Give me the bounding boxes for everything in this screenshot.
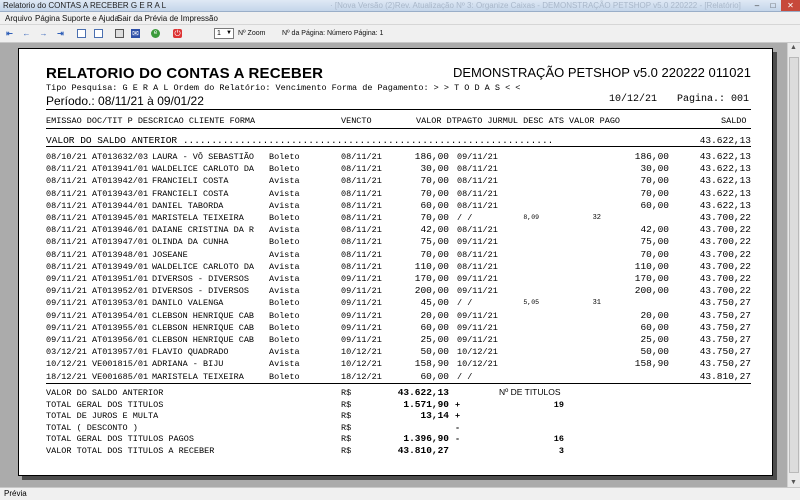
emission-date: 09/11/21: [46, 298, 87, 309]
page-number-label: Nº da Página: Número Página: 1: [282, 30, 384, 37]
payment-date: 08/11/21: [457, 176, 498, 187]
total-label: TOTAL ( DESCONTO ): [46, 422, 138, 433]
amount-paid: 200,00: [634, 285, 669, 297]
amount-paid: 70,00: [640, 187, 669, 199]
payment-method: Avista: [269, 347, 300, 358]
emission-date: 08/11/21: [46, 249, 87, 260]
amount: 200,00: [414, 285, 449, 297]
client-name: FRANCIELI COSTA: [152, 176, 229, 187]
document-number: AT013948/01: [92, 249, 149, 260]
due-date: 08/11/21: [341, 188, 382, 199]
due-date: 09/11/21: [341, 274, 382, 284]
emission-date: 09/11/21: [46, 310, 87, 321]
amount-paid: 75,00: [640, 236, 669, 248]
email-icon[interactable]: ✉: [132, 29, 139, 38]
divider: [46, 146, 751, 147]
exit-icon[interactable]: ⏻: [174, 29, 181, 38]
total-value: 43.810,27: [397, 445, 449, 456]
payment-date: / /: [457, 371, 473, 382]
payment-method: Avista: [269, 200, 300, 211]
payment-date: 08/11/21: [457, 249, 498, 260]
due-date: 18/12/21: [341, 371, 382, 382]
interest-fine: 5,05: [523, 299, 539, 307]
due-date: 09/11/21: [341, 286, 382, 297]
emission-date: 18/12/21: [46, 371, 87, 382]
payment-method: Avista: [269, 359, 300, 370]
scroll-thumb[interactable]: [789, 57, 799, 473]
due-date: 08/11/21: [341, 225, 382, 236]
minimize-button[interactable]: –: [754, 1, 760, 10]
due-date: 08/11/21: [341, 164, 382, 175]
column-headers: EMISSAO DOC/TIT P DESCRICAO CLIENTE FORMA: [46, 116, 256, 126]
document-number: AT013954/01: [92, 310, 149, 321]
report-page-number: Pagina.: 001: [677, 94, 750, 105]
total-label: TOTAL GERAL DOS TITULOS PAGOS: [46, 434, 194, 445]
total-value: 1.396,90: [403, 433, 449, 445]
balance: 43.750,27: [699, 334, 751, 345]
amount-paid: 30,00: [640, 163, 669, 175]
payment-date: 09/11/21: [457, 335, 498, 345]
amount: 60,00: [420, 370, 449, 382]
payment-method: Boleto: [269, 298, 300, 309]
scroll-down-icon[interactable]: ▼: [790, 479, 797, 486]
amount: 45,00: [420, 297, 449, 309]
previous-page-icon[interactable]: ←: [22, 29, 31, 38]
divider: [46, 109, 751, 110]
payment-date: 09/11/21: [457, 237, 498, 248]
client-name: DIVERSOS - DIVERSOS: [152, 286, 249, 297]
total-label: VALOR DO SALDO ANTERIOR: [46, 388, 164, 398]
table-row: [19, 371, 773, 383]
payment-date: 10/12/21: [457, 347, 498, 358]
total-label: VALOR TOTAL DOS TITULOS A RECEBER: [46, 446, 215, 456]
amount: 70,00: [420, 187, 449, 199]
menu-arquivo[interactable]: Arquivo: [5, 14, 33, 23]
single-page-icon[interactable]: [77, 29, 86, 38]
balance: 43.700,22: [699, 212, 751, 223]
balance: 43.750,27: [699, 358, 751, 370]
client-name: CLEBSON HENRIQUE CAB: [152, 335, 255, 345]
amount-paid: 42,00: [640, 224, 669, 236]
amount-paid: 110,00: [634, 260, 669, 272]
balance: 43.622,13: [699, 187, 751, 199]
emission-date: 08/11/21: [46, 225, 87, 236]
web-icon[interactable]: e: [151, 29, 160, 38]
amount-paid: 60,00: [640, 199, 669, 211]
client-name: ADRIANA - BIJU: [152, 359, 224, 370]
client-name: MARISTELA TEIXEIRA: [152, 213, 244, 223]
amount-paid: 70,00: [640, 175, 669, 187]
due-date: 08/11/21: [341, 213, 382, 223]
client-name: DIVERSOS - DIVERSOS: [152, 274, 249, 284]
table-row: [19, 224, 773, 236]
payment-date: 09/11/21: [457, 322, 498, 333]
menu-bar: [0, 12, 800, 25]
amount: 25,00: [420, 334, 449, 345]
amount-paid: 25,00: [640, 334, 669, 345]
payment-method: Avista: [269, 274, 300, 284]
client-name: MARISTELA TEIXEIRA: [152, 371, 244, 382]
emission-date: 09/11/21: [46, 286, 87, 297]
balance: 43.622,13: [699, 199, 751, 211]
amount: 20,00: [420, 309, 449, 321]
document-number: AT013951/01: [92, 274, 149, 284]
amount: 30,00: [420, 163, 449, 175]
menu-sair-previa[interactable]: Sair da Prévia de Impressão: [117, 14, 218, 23]
document-number: AT013945/01: [92, 213, 149, 223]
currency-symbol: R$: [341, 388, 352, 398]
report-title: RELATORIO DO CONTAS A RECEBER: [46, 65, 324, 82]
currency-symbol: R$: [341, 422, 352, 433]
table-row: [19, 297, 773, 309]
client-name: FRANCIELI COSTA: [152, 188, 229, 199]
document-number: AT013949/01: [92, 261, 149, 272]
two-pages-icon[interactable]: [94, 29, 103, 38]
client-name: JOSEANE: [152, 249, 188, 260]
balance: 43.622,13: [699, 175, 751, 187]
column-header-vencto: VENCTO: [341, 116, 372, 126]
emission-date: 03/12/21: [46, 347, 87, 358]
emission-date: 08/11/21: [46, 237, 87, 248]
emission-date: 10/12/21: [46, 359, 87, 370]
table-row: [19, 358, 773, 370]
last-page-icon[interactable]: ⇥: [57, 29, 64, 38]
client-name: LAURA - VÔ SEBASTIÃO: [152, 152, 255, 162]
document-number: AT013957/01: [92, 347, 149, 358]
payment-method: Boleto: [269, 152, 300, 162]
table-row: [19, 175, 773, 187]
amount: 70,00: [420, 212, 449, 223]
scroll-up-icon[interactable]: ▲: [790, 44, 797, 51]
emission-date: 08/11/21: [46, 213, 87, 223]
due-date: 09/11/21: [341, 298, 382, 309]
document-number: AT013943/01: [92, 188, 149, 199]
client-name: WALDELICE CARLOTO DA: [152, 261, 255, 272]
due-date: 08/11/21: [341, 261, 382, 272]
emission-date: 08/11/21: [46, 188, 87, 199]
due-date: 08/11/21: [341, 176, 382, 187]
document-number: VE001815/01: [92, 359, 149, 370]
currency-symbol: R$: [341, 434, 352, 445]
currency-symbol: R$: [341, 446, 352, 456]
client-name: DANILO VALENGA: [152, 298, 224, 309]
titles-count: 16: [553, 434, 564, 445]
amount-paid: 50,00: [640, 346, 669, 358]
payment-method: Boleto: [269, 322, 300, 333]
due-date: 10/12/21: [341, 359, 382, 370]
table-row: [19, 212, 773, 224]
payment-method: Avista: [269, 286, 300, 297]
client-name: CLEBSON HENRIQUE CAB: [152, 310, 255, 321]
currency-symbol: R$: [341, 399, 352, 410]
totals-row: [19, 410, 773, 422]
amount: 50,00: [420, 346, 449, 358]
amount: 186,00: [414, 151, 449, 162]
menu-suporte-ajuda[interactable]: Suporte e Ajuda: [62, 14, 119, 23]
column-headers-values: VALOR DTPAGTO JURMUL DESC ATS VALOR PAGO: [416, 116, 621, 126]
table-row: [19, 151, 773, 163]
payment-method: Boleto: [269, 164, 300, 175]
opening-balance-label: VALOR DO SALDO ANTERIOR .................................................................: [46, 135, 554, 146]
balance: 43.810,27: [699, 370, 751, 382]
emission-date: 08/10/21: [46, 152, 87, 162]
status-text: Prévia: [4, 489, 27, 498]
payment-date: 09/11/21: [457, 286, 498, 297]
payment-date: 09/11/21: [457, 152, 498, 162]
menu-pagina[interactable]: Página: [35, 14, 60, 23]
divider: [46, 128, 751, 129]
zoom-select[interactable]: [214, 28, 234, 39]
payment-date: 08/11/21: [457, 200, 498, 211]
report-period: Período.: 08/11/21 à 09/01/22: [46, 94, 204, 108]
payment-method: Avista: [269, 249, 300, 260]
total-value: 13,14: [420, 410, 449, 422]
currency-symbol: R$: [341, 411, 352, 422]
client-name: OLINDA DA CUNHA: [152, 237, 229, 248]
emission-date: 08/11/21: [46, 261, 87, 272]
totals-row: [19, 399, 773, 411]
payment-date: 08/11/21: [457, 188, 498, 199]
zoom-value: 1: [217, 30, 221, 37]
table-row: [19, 188, 773, 200]
status-bar: [0, 487, 800, 500]
balance: 43.622,13: [699, 163, 751, 175]
due-date: 08/11/21: [341, 200, 382, 211]
amount: 42,00: [420, 224, 449, 236]
window-title: Relatorio do CONTAS A RECEBER G E R A L: [3, 1, 167, 10]
amount: 60,00: [420, 321, 449, 333]
balance: 43.700,22: [699, 248, 751, 260]
payment-date: / /: [457, 298, 473, 309]
totals-row: [19, 387, 773, 399]
payment-method: Avista: [269, 176, 300, 187]
emission-date: 08/11/21: [46, 176, 87, 187]
document-number: AT013632/03: [92, 152, 149, 162]
document-number: AT013944/01: [92, 200, 149, 211]
payment-date: 10/12/21: [457, 359, 498, 370]
total-sign: +: [455, 411, 461, 422]
total-sign: -: [455, 422, 461, 433]
emission-date: 09/11/21: [46, 322, 87, 333]
amount-paid: 70,00: [640, 248, 669, 260]
title-bar: [0, 0, 800, 12]
due-date: 08/11/21: [341, 237, 382, 248]
report-page: [18, 48, 773, 476]
totals-row: [19, 433, 773, 445]
emission-date: 09/11/21: [46, 274, 87, 284]
opening-balance-value: 43.622,13: [699, 135, 751, 146]
emission-date: 09/11/21: [46, 335, 87, 345]
total-sign: -: [455, 434, 461, 445]
amount-paid: 20,00: [640, 309, 669, 321]
document-number: AT013952/01: [92, 286, 149, 297]
payment-method: Avista: [269, 225, 300, 236]
client-name: WALDELICE CARLOTO DA: [152, 164, 255, 175]
amount-paid: 158,90: [634, 358, 669, 370]
table-row: [19, 273, 773, 285]
zoom-label: Nº Zoom: [238, 30, 266, 37]
document-number: AT013942/01: [92, 176, 149, 187]
due-date: 09/11/21: [341, 335, 382, 345]
total-label: TOTAL DE JUROS E MULTA: [46, 411, 159, 422]
total-value: 43.622,13: [397, 387, 449, 398]
amount-paid: 60,00: [640, 321, 669, 333]
table-row: [19, 322, 773, 334]
payment-date: 08/11/21: [457, 225, 498, 236]
vertical-scrollbar[interactable]: [787, 43, 800, 487]
document-number: AT013947/01: [92, 237, 149, 248]
balance: 43.700,22: [699, 273, 751, 284]
document-number: AT013953/01: [92, 298, 149, 309]
due-date: 09/11/21: [341, 310, 382, 321]
emission-date: 08/11/21: [46, 164, 87, 175]
print-icon[interactable]: [115, 29, 124, 38]
totals-row: [19, 422, 773, 434]
divider: [46, 383, 751, 384]
document-number: AT013941/01: [92, 164, 149, 175]
titles-count: 19: [553, 399, 564, 410]
table-row: [19, 163, 773, 175]
payment-date: 08/11/21: [457, 261, 498, 272]
window-title-secondary: · [Nova Versão (2)Rev. Atualização Nº 3: Organize Caixas - DEMONSTRAÇÃO PETSHOP v5.0 220222 - [Relatório]: [330, 1, 741, 10]
interest-fine: 8,09: [523, 214, 539, 221]
amount: 70,00: [420, 175, 449, 187]
table-row: [19, 285, 773, 297]
payment-date: 09/11/21: [457, 274, 498, 284]
due-date: 09/11/21: [341, 322, 382, 333]
amount: 70,00: [420, 248, 449, 260]
table-row: [19, 334, 773, 346]
total-label: TOTAL GERAL DOS TITULOS: [46, 399, 164, 410]
column-header-saldo: SALDO: [721, 116, 747, 126]
amount-paid: 170,00: [634, 273, 669, 284]
table-row: [19, 346, 773, 358]
document-number: VE001685/01: [92, 371, 149, 382]
table-row: [19, 261, 773, 273]
total-sign: +: [455, 399, 461, 410]
payment-method: Boleto: [269, 310, 300, 321]
amount: 158,90: [414, 358, 449, 370]
amount: 75,00: [420, 236, 449, 248]
days-late: 32: [592, 214, 601, 222]
chevron-down-icon: ▼: [226, 30, 232, 36]
payment-method: Boleto: [269, 237, 300, 248]
balance: 43.700,22: [699, 285, 751, 297]
emission-date: 08/11/21: [46, 200, 87, 211]
balance: 43.750,27: [699, 309, 751, 321]
payment-method: Boleto: [269, 335, 300, 345]
table-row: [19, 236, 773, 248]
totals-row: [19, 445, 773, 457]
document-number: AT013955/01: [92, 322, 149, 333]
table-row: [19, 249, 773, 261]
due-date: 08/11/21: [341, 249, 382, 260]
payment-date: 08/11/21: [457, 164, 498, 175]
balance: 43.622,13: [699, 151, 751, 162]
table-row: [19, 200, 773, 212]
maximize-button[interactable]: □: [770, 1, 776, 10]
client-name: DAIANE CRISTINA DA R: [152, 225, 255, 236]
days-late: 31: [592, 299, 601, 308]
document-number: AT013946/01: [92, 225, 149, 236]
document-number: AT013956/01: [92, 335, 149, 345]
payment-method: Boleto: [269, 371, 300, 382]
close-button[interactable]: ✕: [781, 0, 800, 11]
amount: 110,00: [414, 260, 449, 272]
payment-date: / /: [457, 213, 473, 223]
titles-count-header: Nº DE TITULOS: [499, 387, 561, 397]
due-date: 08/11/21: [341, 152, 382, 162]
balance: 43.700,22: [699, 236, 751, 248]
amount: 170,00: [414, 273, 449, 284]
total-value: 1.571,90: [403, 398, 449, 410]
payment-date: 09/11/21: [457, 310, 498, 321]
table-row: [19, 310, 773, 322]
amount-paid: 186,00: [634, 151, 669, 162]
client-name: FLAVIO QUADRADO: [152, 347, 229, 358]
balance: 43.700,22: [699, 260, 751, 272]
due-date: 10/12/21: [341, 347, 382, 358]
first-page-icon[interactable]: ⇤: [6, 29, 13, 38]
balance: 43.750,27: [699, 346, 751, 358]
client-name: CLEBSON HENRIQUE CAB: [152, 322, 255, 333]
next-page-icon[interactable]: →: [39, 29, 48, 38]
payment-method: Avista: [269, 261, 300, 272]
company-name: DEMONSTRAÇÃO PETSHOP v5.0 220222 011021: [453, 65, 751, 80]
amount: 60,00: [420, 199, 449, 211]
report-date: 10/12/21: [609, 94, 658, 105]
balance: 43.750,27: [699, 321, 751, 333]
report-criteria: Tipo Pesquisa: G E R A L Ordem do Relatório: Vencimento Forma de Pagamento: > > T O D A S < <: [46, 83, 521, 93]
toolbar: [0, 25, 800, 43]
balance: 43.700,22: [699, 224, 751, 236]
payment-method: Avista: [269, 188, 300, 199]
payment-method: Boleto: [269, 213, 300, 223]
client-name: DANIEL TABORDA: [152, 200, 224, 211]
balance: 43.750,27: [699, 297, 751, 309]
titles-count: 3: [558, 446, 564, 456]
